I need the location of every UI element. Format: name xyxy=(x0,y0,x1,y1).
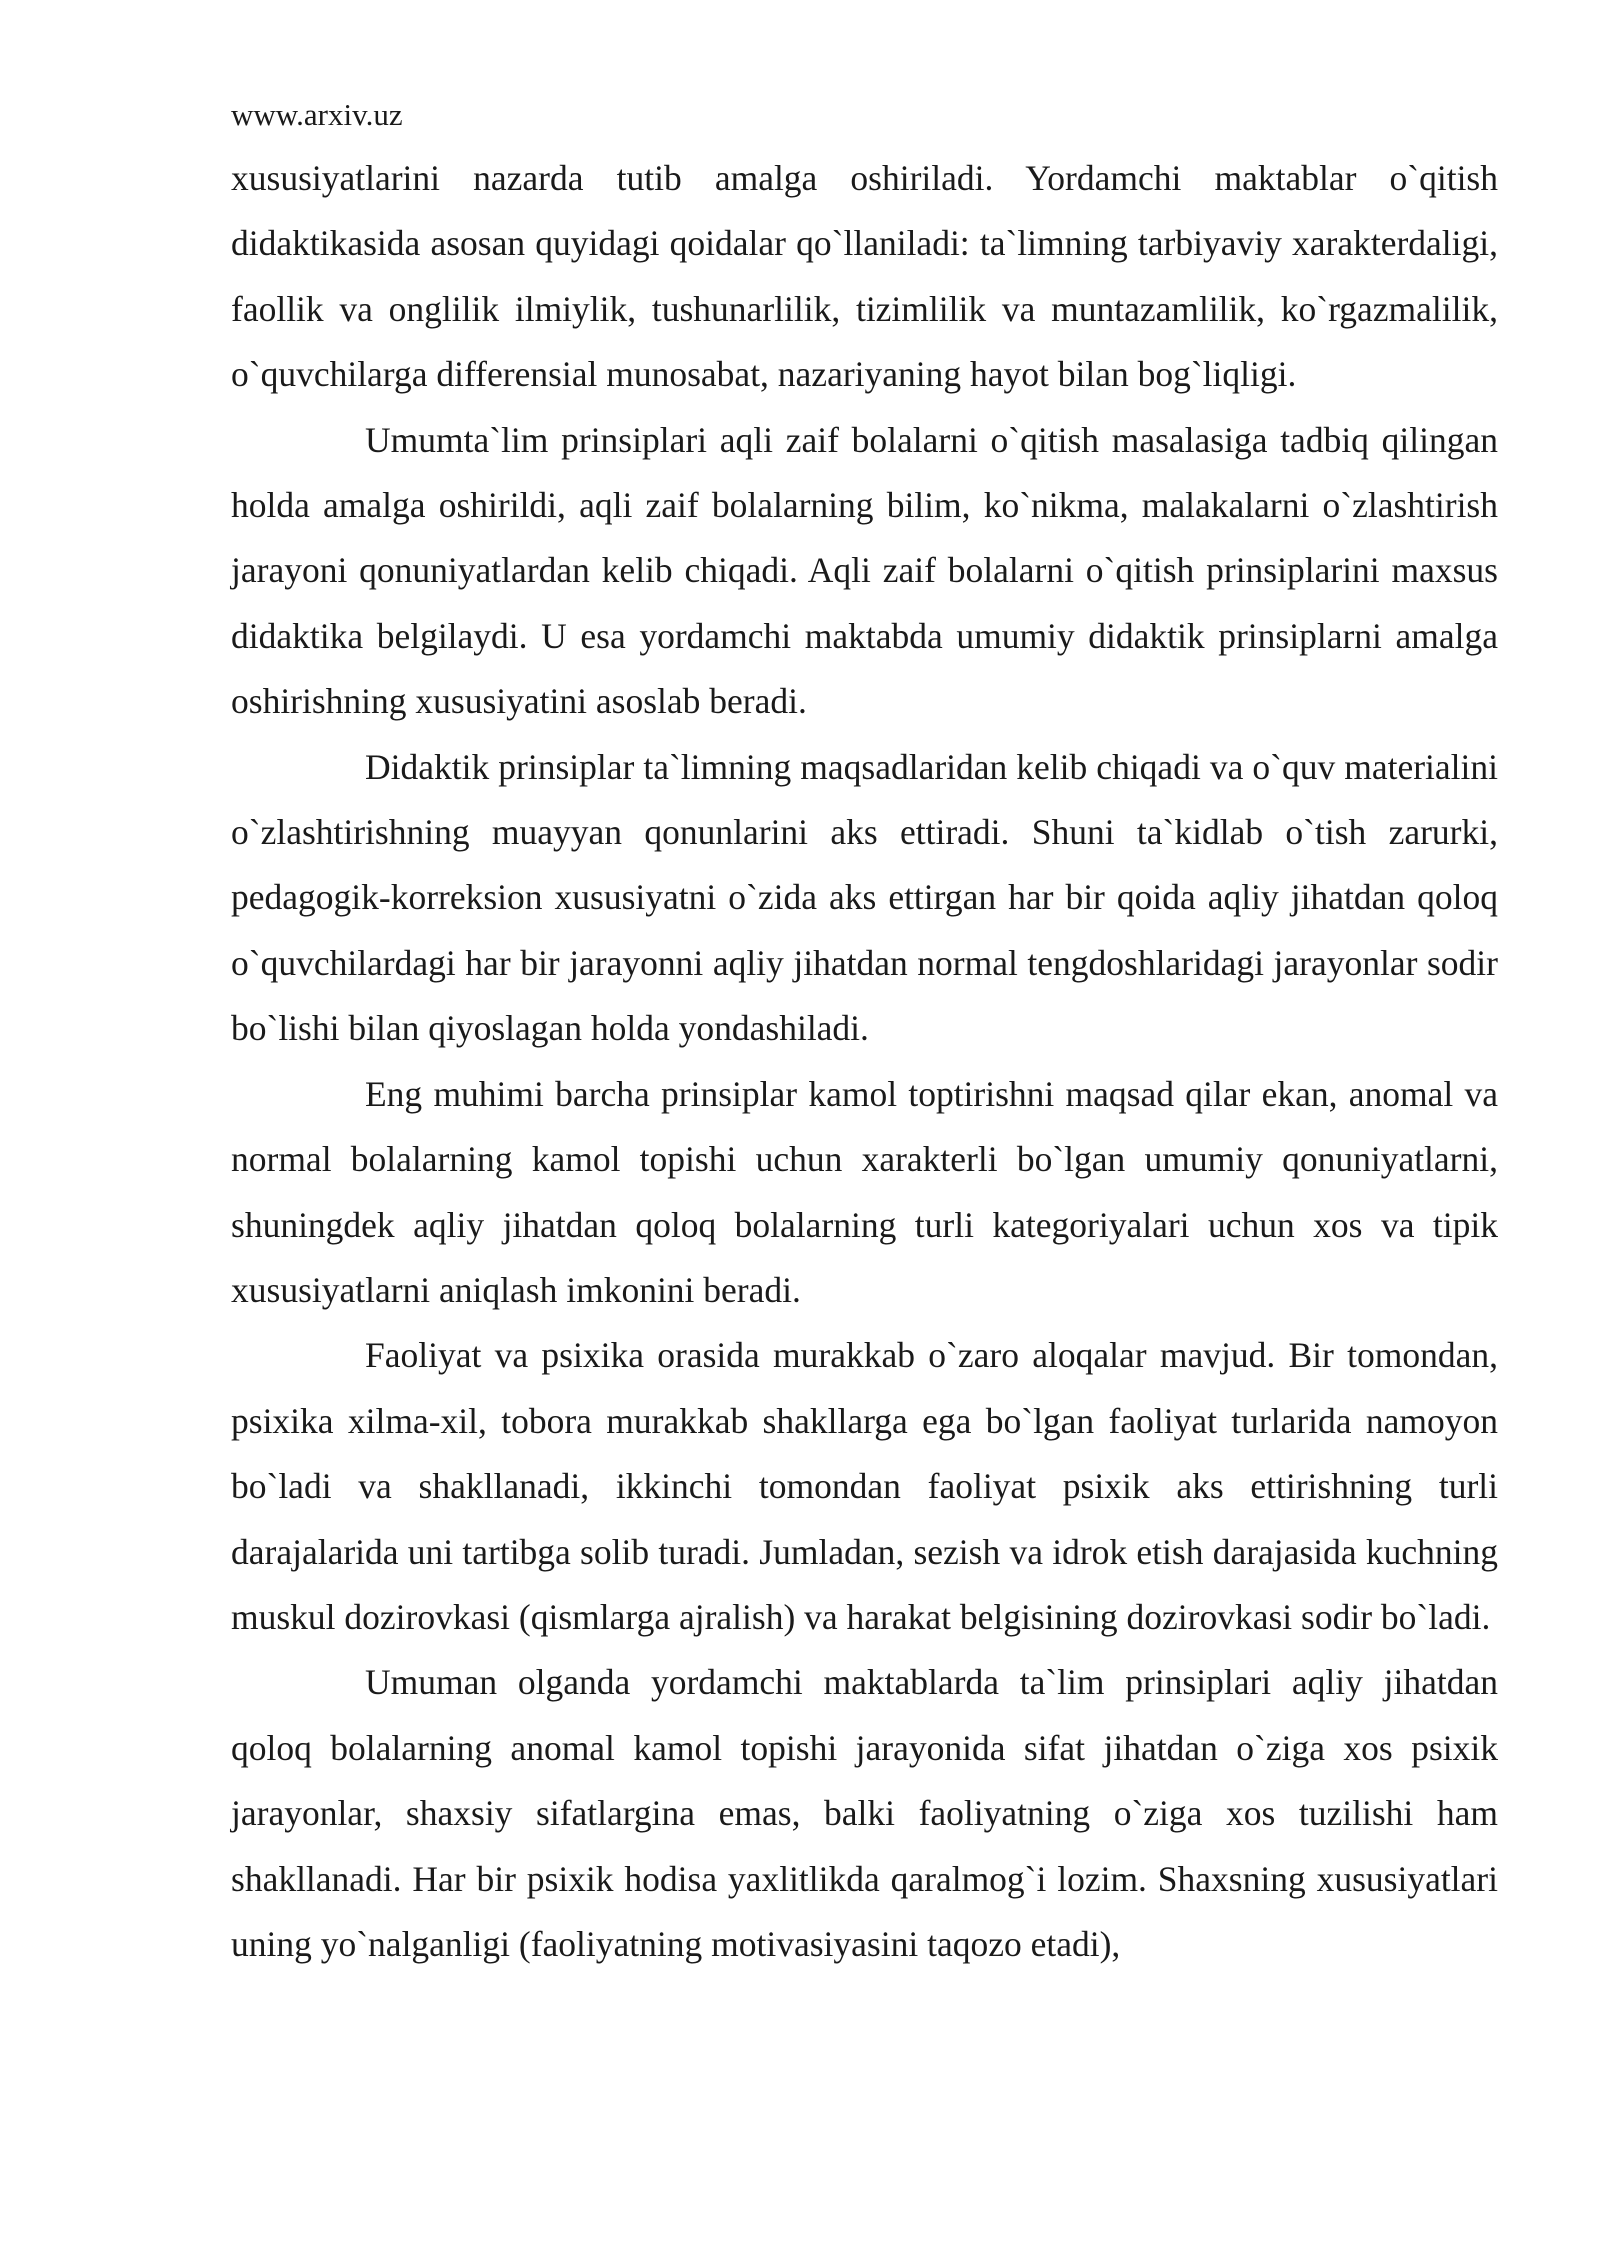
paragraph: Faoliyat va psixika orasida murakkab o`zaro aloqalar mavjud. Bir tomondan, psixika xilma-xil, tobora murakkab shakllarga ega bo`lgan faoliyat turlarida namoyon bo`ladi va shakllanadi, ikkinchi tomondan faoliyat psixik aks ettirishning turli darajalarida uni tartibga solib turadi. Jumladan, sezish va idrok etish darajasida kuchning muskul dozirovkasi (qismlarga ajralish) va harakat belgisining dozirovkasi sodir bo`ladi. xyxy=(231,1335,1498,1637)
site-url-header: www.arxiv.uz xyxy=(231,97,403,132)
paragraph: Didaktik prinsiplar ta`limning maqsadlaridan kelib chiqadi va o`quv materialini o`zlashtirishning muayyan qonunlarini aks ettiradi. Shuni ta`kidlab o`tish zarurki, pedagogik-korreksion xususiyatni o`zida aks ettirgan har bir qoida aqliy jihatdan qoloq o`quvchilardagi har bir jarayonni aqliy jihatdan normal tengdoshlaridagi jarayonlar sodir bo`lishi bilan qiyoslagan holda yondashiladi. xyxy=(231,746,1498,1049)
paragraph: Umumta`lim prinsiplari aqli zaif bolalarni o`qitish masalasiga tadbiq qilingan holda amalga oshirildi, aqli zaif bolalarning bilim, ko`nikma, malakalarni o`zlashtirish jarayoni qonuniyatlardan kelib chiqadi. Aqli zaif bolalarni o`qitish prinsiplarini maxsus didaktika belgilaydi. U esa yordamchi maktabda umumiy didaktik prinsiplarni amalga oshirishning xususiyatini asoslab beradi. xyxy=(231,419,1498,722)
paragraph: Umuman olganda yordamchi maktablarda ta`lim prinsiplari aqliy jihatdan qoloq bolalarning anomal kamol topishi jarayonida sifat jihatdan o`ziga xos psixik jarayonlar, shaxsiy sifatlargina emas, balki faoliyatning o`ziga xos tuzilishi ham shakllanadi. Har bir psixik hodisa yaxlitlikda qaralmog`i lozim. Shaxsning xususiyatlari uning yo`nalganligi (faoliyatning motivasiyasini taqozo etadi), xyxy=(231,1662,1498,1964)
document-body xyxy=(231,146,1498,1977)
paragraph-continuation: xususiyatlarini nazarda tutib amalga oshiriladi. Yordamchi maktablar o`qitish didaktikasida asosan quyidagi qoidalar qo`llaniladi: ta`limning tarbiyaviy xarakterdaligi, faollik va onglilik ilmiylik, tushunarlilik, tizimlilik va muntazamlilik, ko`rgazmalilik, o`quvchilarga differensial munosabat, nazariyaning hayot bilan bog`liqligi. xyxy=(231,158,1498,395)
paragraph: Eng muhimi barcha prinsiplar kamol toptirishni maqsad qilar ekan, anomal va normal bolalarning kamol topishi uchun xarakterli bo`lgan umumiy qonuniyatlarni, shuningdek aqliy jihatdan qoloq bolalarning turli kategoriyalari uchun xos va tipik xususiyatlarni aniqlash imkonini beradi. xyxy=(231,1073,1498,1310)
